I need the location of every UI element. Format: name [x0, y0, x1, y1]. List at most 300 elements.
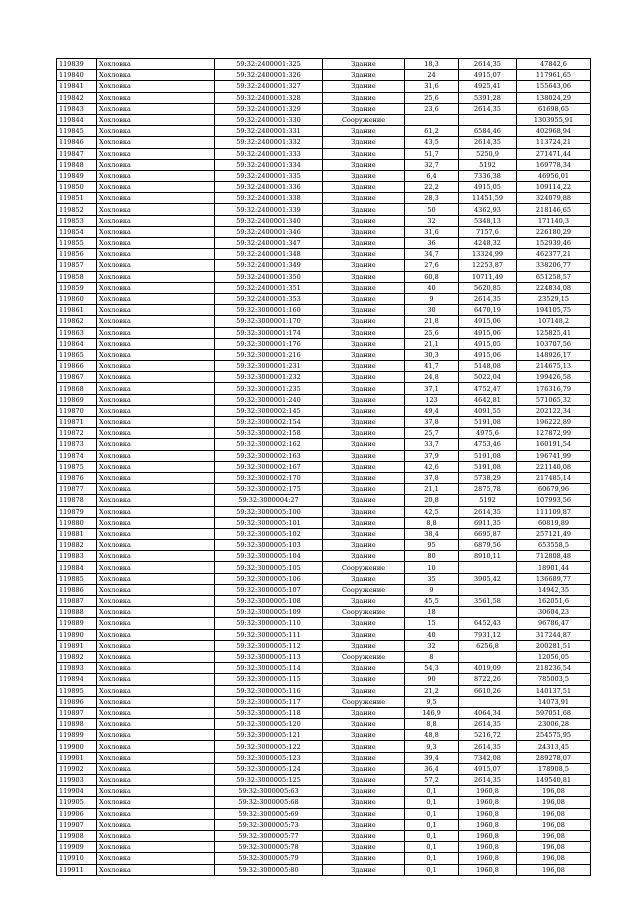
object-type-cell: Здание — [323, 372, 405, 383]
cadastral-value-cell: 107148,2 — [517, 316, 591, 327]
row-number-cell: 119889 — [57, 618, 97, 629]
specific-value-cell: 2614,35 — [459, 137, 517, 148]
cadastral-value-cell: 14942,35 — [517, 584, 591, 595]
area-value-cell: 32,7 — [405, 159, 459, 170]
cadastral-value-cell: 324079,88 — [517, 193, 591, 204]
row-number-cell: 119869 — [57, 394, 97, 405]
settlement-name-cell: Хохловка — [97, 719, 215, 730]
table-row — [57, 361, 591, 372]
object-type-cell: Здание — [323, 182, 405, 193]
settlement-name-cell: Хохловка — [97, 383, 215, 394]
area-value-cell: 37,1 — [405, 383, 459, 394]
settlement-name-cell: Хохловка — [97, 114, 215, 125]
area-value-cell: 0,1 — [405, 797, 459, 808]
row-number-cell: 119857 — [57, 260, 97, 271]
row-number-cell: 119890 — [57, 629, 97, 640]
area-value-cell: 45,5 — [405, 596, 459, 607]
specific-value-cell: 1960,8 — [459, 808, 517, 819]
specific-value-cell — [459, 584, 517, 595]
specific-value-cell: 3905,42 — [459, 573, 517, 584]
specific-value-cell: 5191,08 — [459, 461, 517, 472]
area-value-cell: 40 — [405, 629, 459, 640]
cadastral-number-cell: 59:32:3000002:145 — [215, 405, 323, 416]
table-row — [57, 293, 591, 304]
settlement-name-cell: Хохловка — [97, 394, 215, 405]
row-number-cell: 119899 — [57, 730, 97, 741]
object-type-cell: Здание — [323, 663, 405, 674]
row-number-cell: 119860 — [57, 293, 97, 304]
table-row — [57, 830, 591, 841]
row-number-cell: 119864 — [57, 338, 97, 349]
specific-value-cell: 5191,08 — [459, 450, 517, 461]
area-value-cell: 34,7 — [405, 249, 459, 260]
cadastral-value-cell: 117961,65 — [517, 70, 591, 81]
specific-value-cell: 1960,8 — [459, 797, 517, 808]
object-type-cell: Здание — [323, 226, 405, 237]
cadastral-number-cell: 59:32:3000001:240 — [215, 394, 323, 405]
specific-value-cell: 5738,29 — [459, 472, 517, 483]
area-value-cell: 6,4 — [405, 170, 459, 181]
table-row — [57, 103, 591, 114]
row-number-cell: 119851 — [57, 193, 97, 204]
settlement-name-cell: Хохловка — [97, 741, 215, 752]
object-type-cell: Здание — [323, 103, 405, 114]
cadastral-number-cell: 59:32:2400001:326 — [215, 70, 323, 81]
settlement-name-cell: Хохловка — [97, 607, 215, 618]
table-row — [57, 439, 591, 450]
settlement-name-cell: Хохловка — [97, 707, 215, 718]
table-row — [57, 137, 591, 148]
cadastral-number-cell: 59:32:3000005:117 — [215, 696, 323, 707]
cadastral-number-cell: 59:32:2400001:335 — [215, 170, 323, 181]
object-type-cell: Здание — [323, 864, 405, 875]
cadastral-value-cell: 257121,49 — [517, 528, 591, 539]
object-type-cell: Сооружение — [323, 607, 405, 618]
area-value-cell: 31,6 — [405, 226, 459, 237]
area-value-cell: 31,6 — [405, 81, 459, 92]
specific-value-cell — [459, 696, 517, 707]
object-type-cell: Здание — [323, 215, 405, 226]
cadastral-number-cell: 59:32:2400001:350 — [215, 271, 323, 282]
table-row — [57, 461, 591, 472]
cadastral-number-cell: 59:32:2400001:333 — [215, 148, 323, 159]
object-type-cell: Здание — [323, 484, 405, 495]
specific-value-cell: 5148,08 — [459, 361, 517, 372]
specific-value-cell — [459, 114, 517, 125]
specific-value-cell: 1960,8 — [459, 864, 517, 875]
settlement-name-cell: Хохловка — [97, 775, 215, 786]
object-type-cell: Здание — [323, 719, 405, 730]
cadastral-number-cell: 59:32:2400001:325 — [215, 59, 323, 70]
specific-value-cell: 5250,9 — [459, 148, 517, 159]
object-type-cell: Здание — [323, 361, 405, 372]
settlement-name-cell: Хохловка — [97, 193, 215, 204]
row-number-cell: 119854 — [57, 226, 97, 237]
cadastral-value-cell: 338206,77 — [517, 260, 591, 271]
specific-value-cell: 4019,09 — [459, 663, 517, 674]
specific-value-cell: 5391,28 — [459, 92, 517, 103]
cadastral-number-cell: 59:32:3000005:103 — [215, 540, 323, 551]
area-value-cell: 9,5 — [405, 696, 459, 707]
cadastral-number-cell: 59:32:2400001:340 — [215, 215, 323, 226]
area-value-cell: 21,1 — [405, 484, 459, 495]
row-number-cell: 119905 — [57, 797, 97, 808]
cadastral-value-cell: 653558,5 — [517, 540, 591, 551]
cadastral-number-cell: 59:32:3000005:125 — [215, 775, 323, 786]
object-type-cell: Здание — [323, 618, 405, 629]
object-type-cell: Здание — [323, 126, 405, 137]
area-value-cell: 0,1 — [405, 786, 459, 797]
object-type-cell: Здание — [323, 819, 405, 830]
cadastral-value-cell: 217485,14 — [517, 472, 591, 483]
object-type-cell: Здание — [323, 59, 405, 70]
cadastral-value-cell: 109114,22 — [517, 182, 591, 193]
cadastral-number-cell: 59:32:3000001:170 — [215, 316, 323, 327]
cadastral-value-cell: 18901,44 — [517, 562, 591, 573]
row-number-cell: 119853 — [57, 215, 97, 226]
cadastral-value-cell: 218236,54 — [517, 663, 591, 674]
cadastral-value-cell: 127872,99 — [517, 428, 591, 439]
row-number-cell: 119910 — [57, 853, 97, 864]
cadastral-number-cell: 59:32:3000005:113 — [215, 651, 323, 662]
cadastral-number-cell: 59:32:3000005:108 — [215, 596, 323, 607]
object-type-cell: Здание — [323, 629, 405, 640]
settlement-name-cell: Хохловка — [97, 517, 215, 528]
object-type-cell: Здание — [323, 495, 405, 506]
cadastral-number-cell: 59:32:3000005:80 — [215, 864, 323, 875]
settlement-name-cell: Хохловка — [97, 428, 215, 439]
specific-value-cell: 1960,8 — [459, 786, 517, 797]
area-value-cell: 42,6 — [405, 461, 459, 472]
cadastral-number-cell: 59:32:3000002:162 — [215, 439, 323, 450]
area-value-cell: 33,7 — [405, 439, 459, 450]
cadastral-value-cell: 60819,89 — [517, 517, 591, 528]
cadastral-number-cell: 59:32:3000005:105 — [215, 562, 323, 573]
row-number-cell: 119895 — [57, 685, 97, 696]
specific-value-cell: 4925,41 — [459, 81, 517, 92]
cadastral-number-cell: 59:32:2400001:346 — [215, 226, 323, 237]
row-number-cell: 119840 — [57, 70, 97, 81]
specific-value-cell: 7931,12 — [459, 629, 517, 640]
object-type-cell: Здание — [323, 282, 405, 293]
specific-value-cell: 4915,06 — [459, 349, 517, 360]
settlement-name-cell: Хохловка — [97, 618, 215, 629]
area-value-cell: 9 — [405, 584, 459, 595]
table-row — [57, 540, 591, 551]
table-row — [57, 517, 591, 528]
cadastral-number-cell: 59:32:3000005:112 — [215, 640, 323, 651]
settlement-name-cell: Хохловка — [97, 506, 215, 517]
table-row — [57, 484, 591, 495]
cadastral-number-cell: 59:32:3000005:124 — [215, 763, 323, 774]
cadastral-number-cell: 59:32:3000005:111 — [215, 629, 323, 640]
area-value-cell: 0,1 — [405, 842, 459, 853]
cadastral-value-cell: 254575,95 — [517, 730, 591, 741]
table-row — [57, 159, 591, 170]
row-number-cell: 119897 — [57, 707, 97, 718]
specific-value-cell: 2614,35 — [459, 293, 517, 304]
specific-value-cell: 5216,72 — [459, 730, 517, 741]
table-row — [57, 383, 591, 394]
table-row — [57, 651, 591, 662]
cadastral-value-cell: 14073,91 — [517, 696, 591, 707]
object-type-cell: Здание — [323, 394, 405, 405]
area-value-cell: 37,8 — [405, 417, 459, 428]
settlement-name-cell: Хохловка — [97, 338, 215, 349]
row-number-cell: 119862 — [57, 316, 97, 327]
table-row — [57, 752, 591, 763]
settlement-name-cell: Хохловка — [97, 215, 215, 226]
settlement-name-cell: Хохловка — [97, 685, 215, 696]
specific-value-cell: 4915,06 — [459, 327, 517, 338]
cadastral-number-cell: 59:32:3000005:121 — [215, 730, 323, 741]
specific-value-cell: 1960,8 — [459, 819, 517, 830]
object-type-cell: Здание — [323, 428, 405, 439]
area-value-cell: 35 — [405, 573, 459, 584]
object-type-cell: Здание — [323, 260, 405, 271]
area-value-cell — [405, 114, 459, 125]
cadastral-value-cell: 196,08 — [517, 786, 591, 797]
settlement-name-cell: Хохловка — [97, 730, 215, 741]
row-number-cell: 119848 — [57, 159, 97, 170]
object-type-cell: Здание — [323, 517, 405, 528]
settlement-name-cell: Хохловка — [97, 540, 215, 551]
table-row — [57, 741, 591, 752]
object-type-cell: Здание — [323, 573, 405, 584]
object-type-cell: Сооружение — [323, 651, 405, 662]
settlement-name-cell: Хохловка — [97, 439, 215, 450]
table-row — [57, 238, 591, 249]
settlement-name-cell: Хохловка — [97, 126, 215, 137]
table-row — [57, 719, 591, 730]
area-value-cell: 40 — [405, 282, 459, 293]
cadastral-number-cell: 59:32:3000005:116 — [215, 685, 323, 696]
specific-value-cell: 4915,07 — [459, 763, 517, 774]
area-value-cell: 80 — [405, 551, 459, 562]
cadastral-number-cell: 59:32:3000002:167 — [215, 461, 323, 472]
cadastral-number-cell: 59:32:3000005:104 — [215, 551, 323, 562]
area-value-cell: 41,7 — [405, 361, 459, 372]
settlement-name-cell: Хохловка — [97, 238, 215, 249]
specific-value-cell: 1960,8 — [459, 842, 517, 853]
cadastral-number-cell: 59:32:3000002:163 — [215, 450, 323, 461]
specific-value-cell: 5620,85 — [459, 282, 517, 293]
area-value-cell: 32 — [405, 640, 459, 651]
area-value-cell: 57,2 — [405, 775, 459, 786]
settlement-name-cell: Хохловка — [97, 797, 215, 808]
object-type-cell: Сооружение — [323, 696, 405, 707]
specific-value-cell: 4753,46 — [459, 439, 517, 450]
specific-value-cell: 2614,35 — [459, 506, 517, 517]
specific-value-cell: 4915,05 — [459, 182, 517, 193]
table-row — [57, 495, 591, 506]
specific-value-cell: 8722,26 — [459, 674, 517, 685]
row-number-cell: 119901 — [57, 752, 97, 763]
object-type-cell: Здание — [323, 383, 405, 394]
settlement-name-cell: Хохловка — [97, 327, 215, 338]
area-value-cell: 8 — [405, 651, 459, 662]
area-value-cell: 39,4 — [405, 752, 459, 763]
cadastral-value-cell: 712808,48 — [517, 551, 591, 562]
area-value-cell: 48,8 — [405, 730, 459, 741]
specific-value-cell: 4248,32 — [459, 238, 517, 249]
settlement-name-cell: Хохловка — [97, 316, 215, 327]
object-type-cell: Здание — [323, 707, 405, 718]
specific-value-cell: 5022,04 — [459, 372, 517, 383]
settlement-name-cell: Хохловка — [97, 361, 215, 372]
cadastral-value-cell: 96786,47 — [517, 618, 591, 629]
table-row — [57, 596, 591, 607]
cadastral-number-cell: 59:32:3000005:73 — [215, 819, 323, 830]
specific-value-cell — [459, 651, 517, 662]
row-number-cell: 119863 — [57, 327, 97, 338]
cadastral-number-cell: 59:32:2400001:353 — [215, 293, 323, 304]
row-number-cell: 119906 — [57, 808, 97, 819]
cadastral-value-cell: 271471,44 — [517, 148, 591, 159]
specific-value-cell: 2614,35 — [459, 741, 517, 752]
cadastral-number-cell: 59:32:3000005:115 — [215, 674, 323, 685]
row-number-cell: 119881 — [57, 528, 97, 539]
table-row — [57, 819, 591, 830]
area-value-cell: 21,2 — [405, 685, 459, 696]
cadastral-value-cell: 169778,34 — [517, 159, 591, 170]
area-value-cell: 43,5 — [405, 137, 459, 148]
area-value-cell: 25,7 — [405, 428, 459, 439]
specific-value-cell: 6695,87 — [459, 528, 517, 539]
cadastral-number-cell: 59:32:3000005:68 — [215, 797, 323, 808]
area-value-cell: 24,8 — [405, 372, 459, 383]
cadastral-number-cell: 59:32:3000005:77 — [215, 830, 323, 841]
table-row — [57, 316, 591, 327]
table-row — [57, 663, 591, 674]
cadastral-value-cell: 103707,56 — [517, 338, 591, 349]
area-value-cell: 21,1 — [405, 338, 459, 349]
table-row — [57, 170, 591, 181]
area-value-cell: 25,6 — [405, 327, 459, 338]
table-row — [57, 126, 591, 137]
table-row — [57, 853, 591, 864]
cadastral-value-cell: 30604,23 — [517, 607, 591, 618]
cadastral-number-cell: 59:32:3000001:160 — [215, 305, 323, 316]
table-row — [57, 81, 591, 92]
object-type-cell: Здание — [323, 472, 405, 483]
object-type-cell: Здание — [323, 640, 405, 651]
cadastral-number-cell: 59:32:3000005:63 — [215, 786, 323, 797]
cadastral-number-cell: 59:32:3000005:118 — [215, 707, 323, 718]
object-type-cell: Здание — [323, 70, 405, 81]
object-type-cell: Здание — [323, 92, 405, 103]
cadastral-value-cell: 196,08 — [517, 842, 591, 853]
cadastral-number-cell: 59:32:2400001:351 — [215, 282, 323, 293]
object-type-cell: Сооружение — [323, 584, 405, 595]
settlement-name-cell: Хохловка — [97, 819, 215, 830]
specific-value-cell: 6911,35 — [459, 517, 517, 528]
cadastral-value-cell: 60679,96 — [517, 484, 591, 495]
object-type-cell: Здание — [323, 842, 405, 853]
cadastral-number-cell: 59:32:3000004:27 — [215, 495, 323, 506]
cadastral-value-cell: 148926,17 — [517, 349, 591, 360]
settlement-name-cell: Хохловка — [97, 260, 215, 271]
area-value-cell: 9 — [405, 293, 459, 304]
cadastral-value-cell: 651258,57 — [517, 271, 591, 282]
cadastral-value-cell: 462377,21 — [517, 249, 591, 260]
cadastral-value-cell: 317244,87 — [517, 629, 591, 640]
specific-value-cell: 8910,11 — [459, 551, 517, 562]
cadastral-number-cell: 59:32:3000005:122 — [215, 741, 323, 752]
specific-value-cell: 4915,05 — [459, 338, 517, 349]
specific-value-cell: 10711,49 — [459, 271, 517, 282]
cadastral-value-table — [56, 58, 591, 876]
area-value-cell: 61,2 — [405, 126, 459, 137]
row-number-cell: 119909 — [57, 842, 97, 853]
cadastral-number-cell: 59:32:3000005:120 — [215, 719, 323, 730]
row-number-cell: 119842 — [57, 92, 97, 103]
settlement-name-cell: Хохловка — [97, 59, 215, 70]
object-type-cell: Здание — [323, 853, 405, 864]
cadastral-value-cell: 23006,28 — [517, 719, 591, 730]
settlement-name-cell: Хохловка — [97, 640, 215, 651]
settlement-name-cell: Хохловка — [97, 663, 215, 674]
cadastral-number-cell: 59:32:3000001:235 — [215, 383, 323, 394]
cadastral-number-cell: 59:32:3000005:69 — [215, 808, 323, 819]
row-number-cell: 119839 — [57, 59, 97, 70]
row-number-cell: 119907 — [57, 819, 97, 830]
object-type-cell: Здание — [323, 461, 405, 472]
cadastral-number-cell: 59:32:3000002:154 — [215, 417, 323, 428]
object-type-cell: Здание — [323, 540, 405, 551]
row-number-cell: 119861 — [57, 305, 97, 316]
row-number-cell: 119911 — [57, 864, 97, 875]
settlement-name-cell: Хохловка — [97, 450, 215, 461]
row-number-cell: 119846 — [57, 137, 97, 148]
object-type-cell: Здание — [323, 685, 405, 696]
cadastral-number-cell: 59:32:2400001:338 — [215, 193, 323, 204]
area-value-cell: 28,3 — [405, 193, 459, 204]
table-row — [57, 842, 591, 853]
cadastral-number-cell: 59:32:2400001:339 — [215, 204, 323, 215]
cadastral-value-cell: 47842,6 — [517, 59, 591, 70]
settlement-name-cell: Хохловка — [97, 752, 215, 763]
area-value-cell: 37,8 — [405, 472, 459, 483]
cadastral-number-cell: 59:32:3000002:175 — [215, 484, 323, 495]
cadastral-value-cell: 214675,13 — [517, 361, 591, 372]
area-value-cell: 37,9 — [405, 450, 459, 461]
object-type-cell: Здание — [323, 293, 405, 304]
cadastral-value-cell: 597051,68 — [517, 707, 591, 718]
table-body — [57, 59, 591, 876]
specific-value-cell: 11451,59 — [459, 193, 517, 204]
table-row — [57, 282, 591, 293]
row-number-cell: 119904 — [57, 786, 97, 797]
settlement-name-cell: Хохловка — [97, 830, 215, 841]
table-row — [57, 472, 591, 483]
table-row — [57, 674, 591, 685]
area-value-cell: 38,4 — [405, 528, 459, 539]
area-value-cell: 8,8 — [405, 517, 459, 528]
table-row — [57, 372, 591, 383]
cadastral-value-cell: 194105,75 — [517, 305, 591, 316]
cadastral-number-cell: 59:32:2400001:334 — [215, 159, 323, 170]
cadastral-number-cell: 59:32:3000005:78 — [215, 842, 323, 853]
row-number-cell: 119891 — [57, 640, 97, 651]
object-type-cell: Здание — [323, 271, 405, 282]
specific-value-cell: 2614,35 — [459, 59, 517, 70]
settlement-name-cell: Хохловка — [97, 596, 215, 607]
row-number-cell: 119858 — [57, 271, 97, 282]
table-row — [57, 808, 591, 819]
cadastral-value-cell: 196741,99 — [517, 450, 591, 461]
settlement-name-cell: Хохловка — [97, 293, 215, 304]
